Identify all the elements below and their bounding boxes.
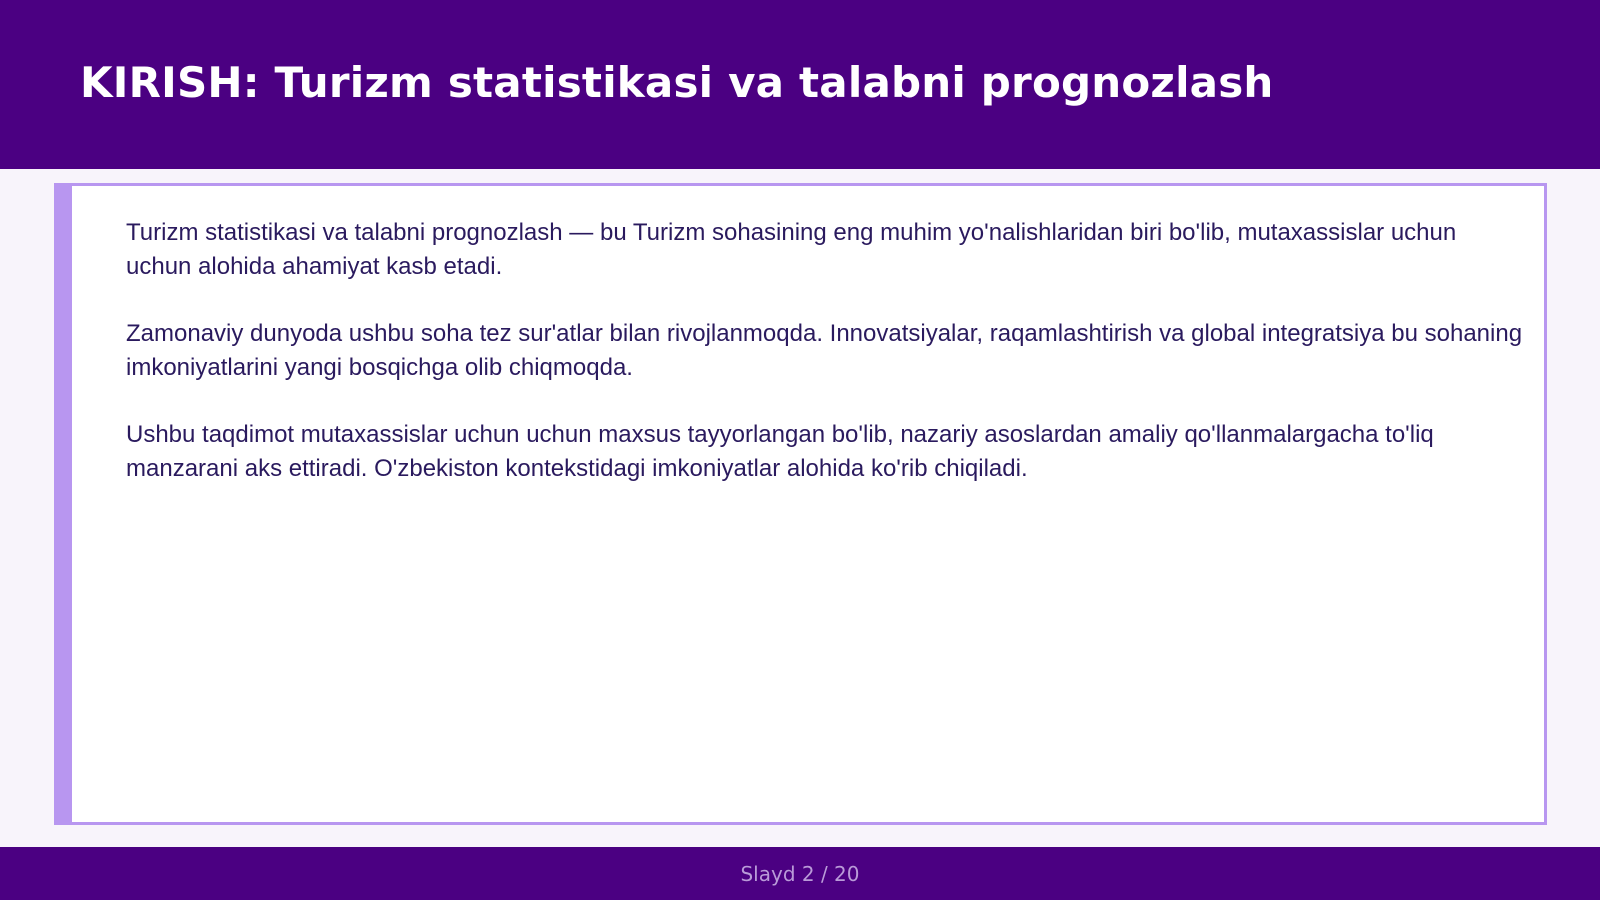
slide-counter: Slayd 2 / 20 — [740, 861, 860, 886]
content-body — [126, 216, 1526, 519]
slide-header — [0, 0, 1600, 169]
slide-title: KIRISH: Turizm statistikasi va talabni prognozlash — [80, 58, 1274, 107]
paragraph-presentation-purpose: Ushbu taqdimot mutaxassislar uchun uchun maxsus tayyorlangan bo'lib, nazariy asoslardan amaliy qo'llanmalargacha to'liq manzarani aks ettiradi. O'zbekiston kontekstidagi imkoniyatlar alohida ko'rib chiqiladi. — [126, 421, 1434, 482]
paragraph-intro: Turizm statistikasi va talabni prognozlash — bu Turizm sohasining eng muhim yo'nalishlaridan biri bo'lib, mutaxassislar uchun uchun alohida ahamiyat kasb etadi. — [126, 219, 1457, 280]
content-card — [54, 183, 1547, 825]
paragraph-modern-world: Zamonaviy dunyoda ushbu soha tez sur'atlar bilan rivojlanmoqda. Innovatsiyalar, raqamlashtirish va global integratsiya bu sohaning imkoniyatlarini yangi bosqichga olib chiqmoqda. — [126, 320, 1523, 381]
slide-footer — [0, 847, 1600, 900]
